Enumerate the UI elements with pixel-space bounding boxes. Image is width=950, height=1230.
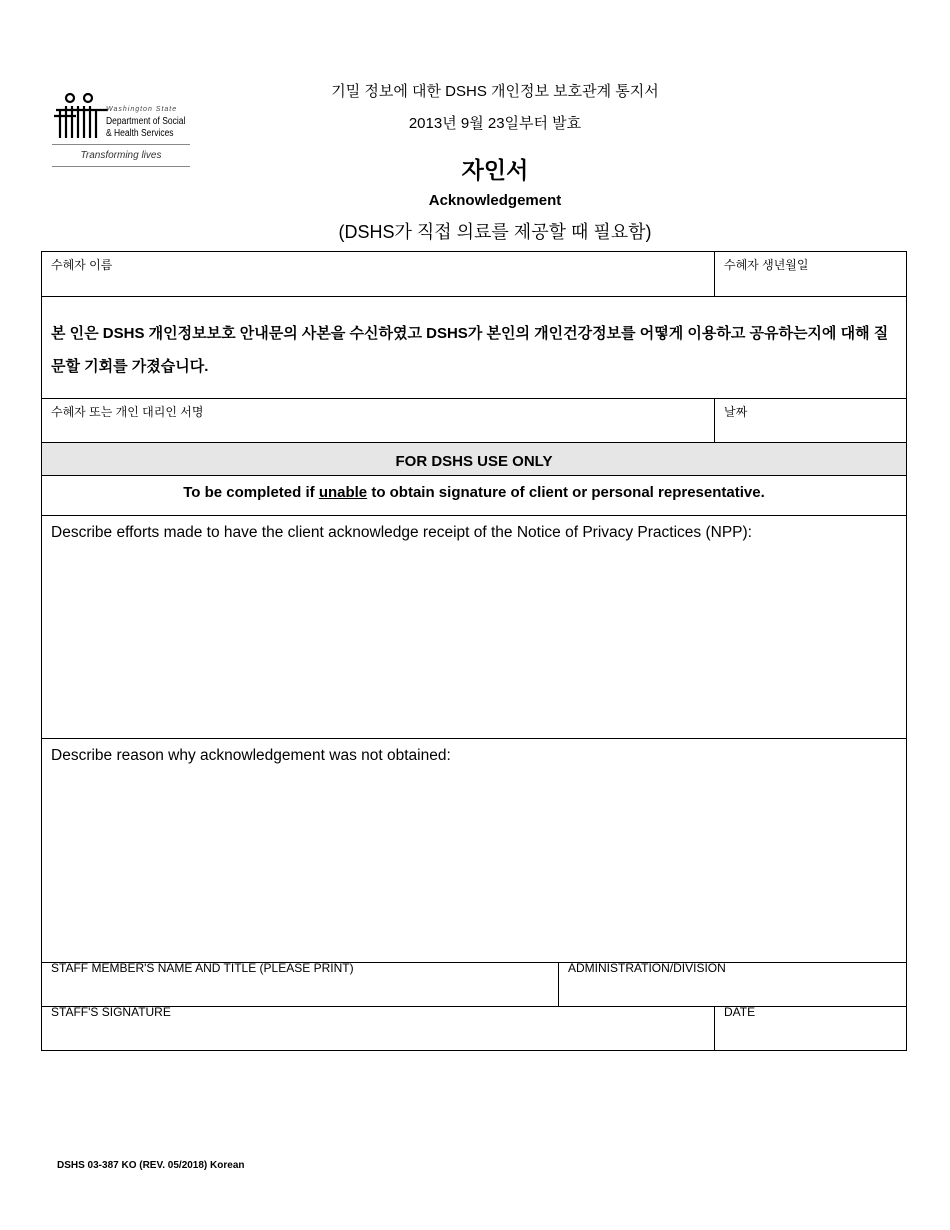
instr-pre: To be completed if [183, 484, 319, 501]
admin-label: ADMINISTRATION/DIVISION [568, 961, 726, 975]
efforts-label: Describe efforts made to have the client acknowledge receipt of the Notice of Privacy Practices (NPP): [51, 524, 752, 541]
client-signature-field[interactable] [42, 399, 715, 442]
logo-tagline: Transforming lives [80, 150, 162, 161]
form-id: DSHS 03-387 KO (REV. 05/2018) Korean [57, 1160, 245, 1171]
reason-label: Describe reason why acknowledgement was not obtained: [51, 747, 451, 764]
staff-date-label: DATE [724, 1005, 756, 1019]
page-title: 자인서 [461, 157, 529, 183]
client-dob-label: 수혜자 생년월일 [724, 258, 809, 272]
admin-field[interactable] [559, 963, 905, 1006]
client-dob-field[interactable] [715, 252, 905, 296]
instructions [41, 475, 907, 516]
staff-signature-field[interactable] [42, 1007, 715, 1050]
requirement-note: (DSHS가 직접 의료를 제공할 때 필요함) [338, 222, 652, 242]
efforts-field[interactable] [41, 515, 907, 739]
staff-row [41, 962, 907, 1007]
client-name-label: 수혜자 이름 [51, 258, 113, 272]
reason-field[interactable] [41, 738, 907, 963]
signature-row [41, 398, 907, 443]
notice-title: 기밀 정보에 대한 DSHS 개인정보 보호관계 통지서 [331, 83, 659, 100]
staff-sig-label: STAFF'S SIGNATURE [51, 1005, 171, 1019]
staff-name-label: STAFF MEMBER'S NAME AND TITLE (PLEASE PRINT) [51, 961, 354, 975]
instr-post: to obtain signature of client or personal representative. [367, 484, 765, 501]
logo-divider [52, 144, 190, 145]
logo-dept-1: Department of Social [106, 116, 186, 127]
logo-dept-2: & Health Services [106, 128, 174, 139]
page-subtitle: Acknowledgement [428, 192, 562, 209]
signature-label: 수혜자 또는 개인 대리인 서명 [51, 405, 204, 419]
date-field[interactable] [715, 399, 905, 442]
people-logo-icon [52, 92, 112, 140]
staff-name-field[interactable] [42, 963, 559, 1006]
staff-signature-row [41, 1006, 907, 1051]
client-info-row [41, 251, 907, 297]
instr-underlined: unable [318, 484, 368, 501]
acknowledgement-statement: 본 인은 DSHS 개인정보보호 안내문의 사본을 수신하였고 DSHS가 본인의 개인건강정보를 어떻게 이용하고 공유하는지에 대해 질문할 기회를 가졌습니다. [41, 296, 907, 399]
dshs-use-only-header: FOR DSHS USE ONLY [41, 442, 907, 476]
client-name-field[interactable] [42, 252, 715, 296]
logo-divider-bottom [52, 166, 190, 167]
date-label: 날짜 [724, 405, 748, 419]
logo-state: Washington State [106, 106, 178, 113]
effective-date: 2013년 9월 23일부터 발효 [408, 115, 582, 132]
staff-date-field[interactable] [715, 1007, 905, 1050]
